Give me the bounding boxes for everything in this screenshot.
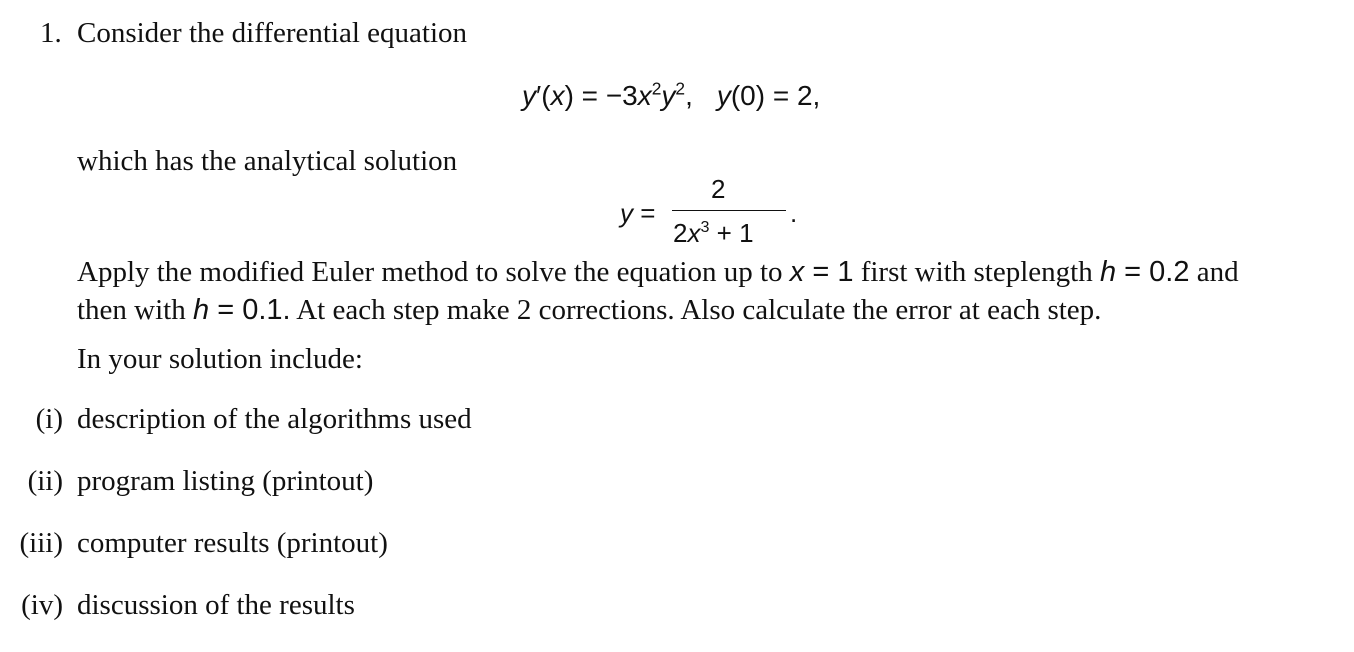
instruction-line-2: then with h = 0.1. At each step make 2 corrections. Also calculate the error at each step. — [77, 294, 1102, 326]
document-page: 1. Consider the differential equation $y'(x) = -3x^2y^2$, y(0) = 2, which has the analytical solution y = 2 $2x^3 + 1$ . Apply the modified Euler method to solve the equation up to x = 1 first with steplength h = 0.2 and then with h = 0.1. At each step make 2 corrections. Also calculate the error at each step. In your solution include: (i) description of the algorithms used (ii) program listing (printout) (iii) computer results (printout) (iv) discussion of the results — [0, 0, 1354, 652]
fraction-bar — [672, 210, 786, 211]
problem-number: 1. — [40, 17, 62, 49]
include-heading: In your solution include: — [77, 343, 363, 375]
list-item: discussion of the results — [77, 589, 355, 621]
fraction-numerator: 2 — [711, 174, 726, 204]
list-item-label: (i) — [35, 403, 63, 435]
fraction-terminator: . — [790, 198, 798, 228]
list-item: computer results (printout) — [77, 527, 388, 559]
instruction-line-1: Apply the modified Euler method to solve the equation up to x = 1 first with steplength h = 0.2 and — [77, 256, 1239, 288]
list-item: program listing (printout) — [77, 465, 374, 497]
list-item-label: (iii) — [19, 527, 63, 559]
list-item: description of the algorithms used — [77, 403, 472, 435]
list-item-label: (iv) — [21, 589, 63, 621]
problem-intro: Consider the differential equation — [77, 17, 468, 49]
solution-intro: which has the analytical solution — [77, 145, 458, 177]
differential-equation: $y'(x) = -3x^2y^2$, y(0) = 2, — [522, 78, 821, 111]
list-item-label: (ii) — [27, 465, 63, 497]
